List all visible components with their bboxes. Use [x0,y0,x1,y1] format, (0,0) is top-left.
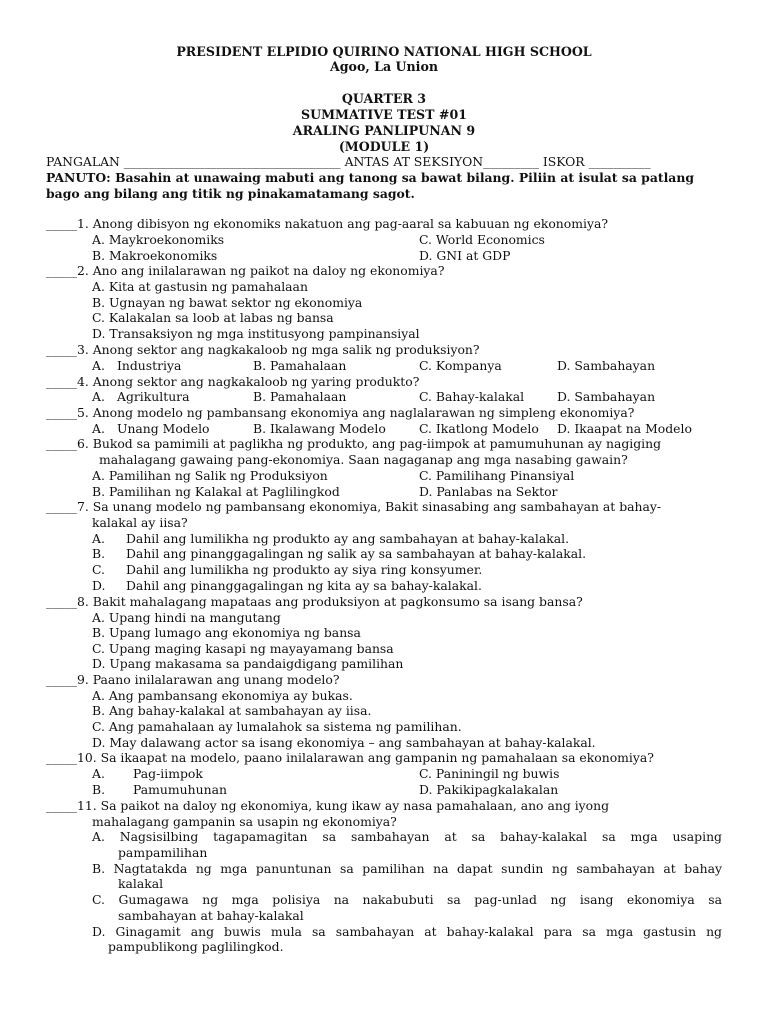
q8-option-c: C. Upang maging kasapi ng mayayamang bansa [92,641,394,656]
q7-option-a: Dahil ang lumilikha ng produkto ay ang sambahayan at bahay-kalakal. [126,531,570,546]
q7-option-a-letter: A. [92,531,105,546]
q7-option-b: Dahil ang pinanggagalingan ng salik ay sa sambahayan at bahay-kalakal. [126,546,587,561]
q2-option-a: A. Kita at gastusin ng pamahalaan [92,279,308,294]
q7-option-c: Dahil ang lumilikha ng produkto ay siya ring konsyumer. [126,562,483,577]
q4-option-d: D. Sambahayan [557,389,656,404]
q5-option-a-letter: A. [92,421,105,436]
q3-option-a: Industriya [117,358,182,373]
q6-option-d: D. Panlabas na Sektor [419,484,558,499]
q4-option-b: B. Pamahalaan [253,389,347,404]
q9-option-c: C. Ang pamahalaan ay lumalahok sa sistema ng pamilihan. [92,719,462,734]
question-5: _____5. Anong modelo ng pambansang ekonomiya ang naglalarawan ng simpleng ekonomiya? [46,405,635,420]
instructions [46,170,722,186]
q8-option-d: D. Upang makasama sa pandaigdigang pamilihan [92,656,404,671]
question-11-cont: mahalagang gampanin sa usapin ng ekonomiya? [92,814,397,829]
q1-option-a: A. Maykroekonomiks [92,232,225,247]
school-town: Agoo, La Union [329,59,439,74]
q2-option-d: D. Transaksiyon ng mga institusyong pampinansiyal [92,326,420,341]
q5-option-b: B. Ikalawang Modelo [253,421,386,436]
q7-option-d: Dahil ang pinanggagalingan ng kita ay sa bahay-kalakal. [126,578,482,593]
q5-option-a: Unang Modelo [117,421,210,436]
quarter-label: QUARTER 3 [341,91,427,106]
instructions-text-cont: bago ang bilang ang titik ng pinakamatamang sagot. [46,186,415,201]
question-9: _____9. Paano inilalarawan ang unang modelo? [46,672,340,687]
q11-option-c-cont: sambahayan at bahay-kalakal [118,908,304,923]
q3-option-d: D. Sambahayan [557,358,656,373]
question-3: _____3. Anong sektor ang nagkakaloob ng mga salik ng produksiyon? [46,342,480,357]
q11-option-d: D. Ginagamit ang buwis mula sa sambahayan at bahay-kalakal para sa mga gastusin ng [92,924,722,939]
q4-option-a: Agrikultura [117,389,190,404]
question-1: _____1. Anong dibisyon ng ekonomiks nakatuon ang pag-aaral sa kabuuan ng ekonomiya? [46,216,608,231]
instructions-text: Basahin at unawaing mabuti ang tanong sa bawat bilang. Piliin at isulat sa patlang [115,170,694,185]
q5-option-d: D. Ikaapat na Modelo [557,421,692,436]
school-name: PRESIDENT ELPIDIO QUIRINO NATIONAL HIGH SCHOOL [176,44,592,59]
q5-option-c: C. Ikatlong Modelo [419,421,539,436]
q3-option-c: C. Kompanya [419,358,502,373]
question-7: _____7. Sa unang modelo ng pambansang ekonomiya, Bakit sinasabing ang sambahayan at bahay- [46,499,662,514]
module-label: (MODULE 1) [338,139,430,154]
question-7-cont: kalakal ay iisa? [92,515,188,530]
subject-title: ARALING PANLIPUNAN 9 [292,123,476,138]
q10-option-a: Pag-iimpok [133,766,203,781]
q11-option-d-cont: pampublikong paglilingkod. [108,939,284,954]
q9-option-a: A. Ang pambansang ekonomiya ay bukas. [92,688,353,703]
q4-option-a-letter: A. [92,389,105,404]
q11-option-a-cont: pampamilihan [118,845,208,860]
q6-option-b: B. Pamilihan ng Kalakal at Paglilingkod [92,484,340,499]
q10-option-c: C. Paniningil ng buwis [419,766,560,781]
q11-option-b: B. Nagtatakda ng mga panuntunan sa pamilihan na dapat sundin ng sambahayan at bahay [92,861,722,876]
q4-option-c: C. Bahay-kalakal [419,389,525,404]
q11-option-a: A. Nagsisilbing tagapamagitan sa sambahayan at sa bahay-kalakal sa mga usaping [92,829,722,844]
q10-option-a-letter: A. [92,766,105,781]
q9-option-d: D. May dalawang actor sa isang ekonomiya – ang sambahayan at bahay-kalakal. [92,735,596,750]
student-info-line: PANGALAN ___________________________________ ANTAS AT SEKSIYON_________ ISKOR __________ [46,154,651,169]
q2-option-b: B. Ugnayan ng bawat sektor ng ekonomiya [92,295,363,310]
q10-option-d: D. Pakikipagkalakalan [419,782,559,797]
question-11: _____11. Sa paikot na daloy ng ekonomiya, kung ikaw ay nasa pamahalaan, ano ang iyong [46,798,610,813]
q10-option-b: Pamumuhunan [133,782,227,797]
question-6-cont: mahalagang gawaing pang-ekonomiya. Saan nagaganap ang mga nasabing gawain? [99,452,628,467]
q3-option-a-letter: A. [92,358,105,373]
question-8: _____8. Bakit mahalagang mapataas ang produksiyon at pagkonsumo sa isang bansa? [46,594,583,609]
q10-option-b-letter: B. [92,782,106,797]
q8-option-b: B. Upang lumago ang ekonomiya ng bansa [92,625,361,640]
instructions-label: PANUTO: [46,170,111,185]
question-10: _____10. Sa ikaapat na modelo, paano inilalarawan ang gampanin ng pamahalaan sa ekonomiya? [46,750,654,765]
q6-option-c: C. Pamilihang Pinansiyal [419,468,575,483]
question-2: _____2. Ano ang inilalarawan ng paikot na daloy ng ekonomiya? [46,263,445,278]
q8-option-a: A. Upang hindi na mangutang [92,610,281,625]
q6-option-a: A. Pamilihan ng Salik ng Produksiyon [92,468,328,483]
question-4: _____4. Anong sektor ang nagkakaloob ng yaring produkto? [46,374,420,389]
question-6: _____6. Bukod sa pamimili at paglikha ng produkto, ang pag-iimpok at pamumuhunan ay nagiging [46,436,662,451]
test-title: SUMMATIVE TEST #01 [301,107,467,122]
q1-option-d: D. GNI at GDP [419,248,511,263]
q7-option-d-letter: D. [92,578,106,593]
q1-option-b: B. Makroekonomiks [92,248,218,263]
q9-option-b: B. Ang bahay-kalakal at sambahayan ay iisa. [92,703,372,718]
q7-option-b-letter: B. [92,546,106,561]
q2-option-c: C. Kalakalan sa loob at labas ng bansa [92,310,334,325]
q11-option-c: C. Gumagawa ng mga polisiya na nakabubuti sa pag-unlad ng isang ekonomiya sa [92,892,722,907]
q1-option-c: C. World Economics [419,232,545,247]
q11-option-b-cont: kalakal [118,876,164,891]
q7-option-c-letter: C. [92,562,105,577]
q3-option-b: B. Pamahalaan [253,358,347,373]
